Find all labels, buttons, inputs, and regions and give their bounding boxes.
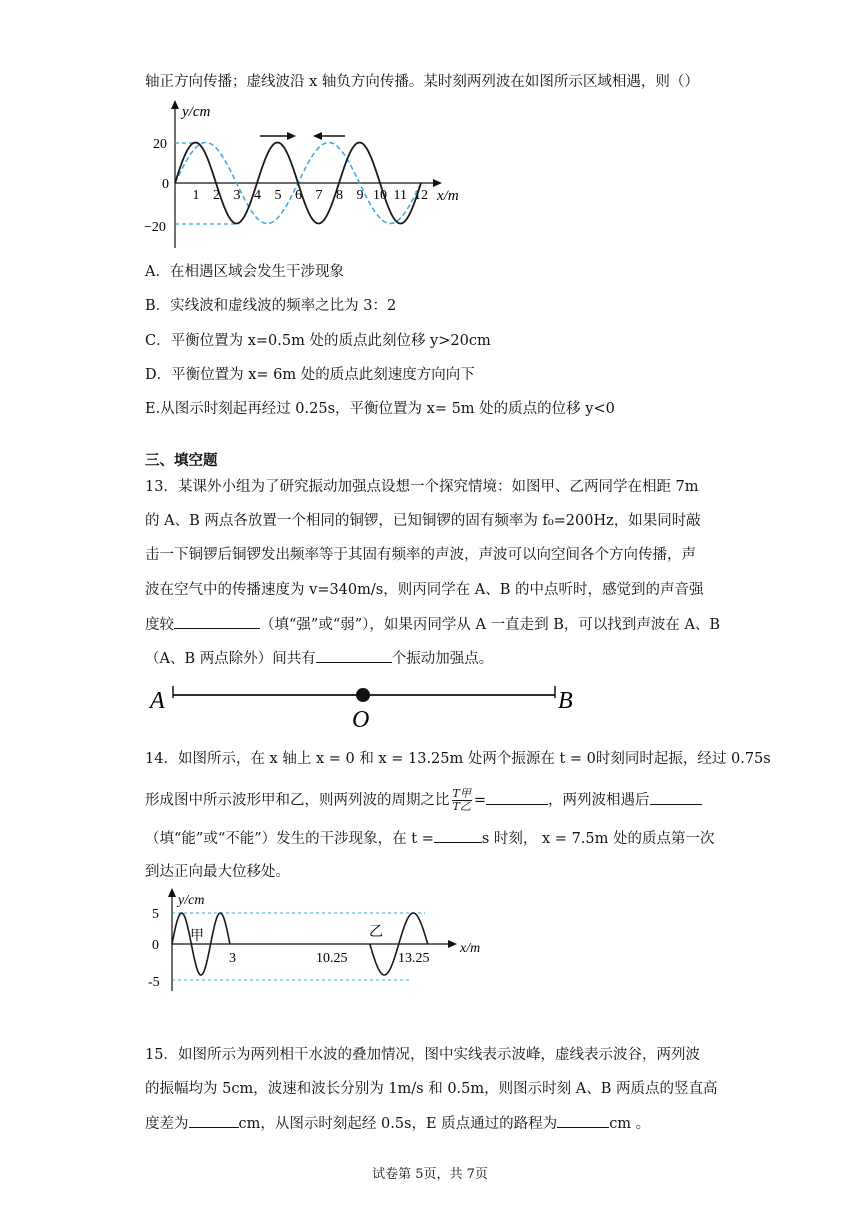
wave-figure-1 [140,98,470,258]
q13-text-5a: 度较 [145,617,174,633]
q13-text-6b: 个振动加强点。 [391,651,494,667]
wave-figure-2 [140,886,500,996]
y-tick-20: 20 [153,137,167,152]
ab-line-figure [148,680,588,730]
fraction-denominator: T乙 [452,800,471,813]
x-tick-13-25: 13.25 [398,951,430,966]
q15-answer-blank-1[interactable] [189,1113,239,1128]
y-tick-neg5: -5 [148,975,160,990]
option-a: A．在相遇区域会发生干涉现象 [145,264,344,280]
q15-line-1: 15．如图所示为两列相干水波的叠加情况，图中实线表示波峰，虚线表示波谷，两列波 [145,1047,700,1063]
q13-line-6 [145,648,493,669]
y-tick-5: 5 [152,907,159,922]
y-axis-label: y/cm [182,104,211,120]
point-a-label: A [150,688,165,714]
y-tick-0-2: 0 [152,938,159,953]
x-tick-10-25: 10.25 [316,951,348,966]
q14-line-1: 14．如图所示，在 x 轴上 x = 0 和 x = 13.25m 处两个振源在 t = 0时刻同时起振，经过 0.75s [145,751,771,767]
x-tick-labels [193,188,429,203]
q14-text-3a: （填“能”或“不能”）发生的干涉现象，在 t = [145,831,434,847]
q15-answer-blank-2[interactable] [557,1113,609,1128]
midpoint-o-dot [356,688,370,702]
intro-line: 轴正方向传播；虚线波沿 x 轴负方向传播。某时刻两列波在如图所示区域相遇，则（） [145,74,699,90]
q15-text-3c: cm 。 [609,1116,651,1132]
q13-text-5b: （填“强”或“弱”），如果丙同学从 A 一直走到 B，可以找到声波在 A、B [260,617,721,633]
q14-answer-blank-1[interactable] [486,790,548,805]
x-axis-arrow [433,179,442,187]
q13-answer-blank-2[interactable] [316,648,392,663]
y-axis-arrow [171,100,179,109]
x-tick-label: 5 [274,188,282,203]
q13-line-1: 13．某课外小组为了研究振动加强点设想一个探究情境：如图甲、乙两同学在相距 7m [145,479,699,495]
q14-line-3 [145,828,714,849]
x-axis-label-2: x/m [460,941,481,956]
q14-line-4: 到达正向最大位移处。 [145,864,290,880]
wave-yi-label: 乙 [369,925,383,940]
x-tick-label: 1 [192,188,200,203]
y-tick-0: 0 [162,177,169,192]
x-tick-label: 10 [373,188,387,203]
x-tick-label: 4 [254,188,261,203]
q13-line-5 [145,614,720,635]
x-axis-arrow-2 [448,940,457,948]
x-tick-label: 6 [295,188,302,203]
q14-answer-blank-2[interactable] [650,790,702,805]
q15-line-3 [145,1113,650,1134]
q14-text-3b: s 时刻， x = 7.5m 处的质点第一次 [481,831,715,847]
x-tick-label: 7 [315,188,323,203]
wave-jia-label: 甲 [190,929,204,944]
q15-line-2: 的振幅均为 5cm，波速和波长分别为 1m/s 和 0.5m，则图示时刻 A、B 两质点的竖直高 [145,1081,718,1097]
q14-answer-blank-3[interactable] [434,828,482,843]
point-o-label: O [352,707,370,730]
y-axis-arrow-2 [168,888,176,897]
x-tick-label: 9 [356,188,364,203]
q14-text-2a: 形成图中所示波形甲和乙，则两列波的周期之比 [145,792,450,809]
x-tick-label: 12 [414,188,428,203]
right-arrow-icon [287,132,296,140]
q14-text-2c: ，两列波相遇后 [548,792,650,809]
section-title: 三、填空题 [145,452,218,469]
q14-equals: = [473,792,486,809]
y-tick-neg20: −20 [144,220,166,235]
q13-answer-blank-1[interactable] [174,614,260,629]
option-d: D．平衡位置为 x= 6m 处的质点此刻速度方向向下 [145,367,475,383]
period-ratio-fraction [452,788,472,813]
point-b-label: B [558,688,573,714]
x-tick-label: 3 [233,188,241,203]
q13-line-2: 的 A、B 两点各放置一个相同的铜锣，已知铜锣的固有频率为 f₀=200Hz，如果同时敲 [145,513,701,529]
x-tick-label: 8 [336,188,343,203]
option-e: E.从图示时刻起再经过 0.25s，平衡位置为 x= 5m 处的质点的位移 y<0 [145,401,615,417]
q15-text-3b: cm，从图示时刻起经 0.5s，E 质点通过的路程为 [238,1116,558,1132]
option-c: C．平衡位置为 x=0.5m 处的质点此刻位移 y>20cm [145,333,491,349]
q13-text-6a: （A、B 两点除外）间共有 [145,651,316,667]
y-axis-label-2: y/cm [178,893,205,908]
left-arrow-icon [313,132,322,140]
q13-line-3: 击一下铜锣后铜锣发出频率等于其固有频率的声波，声波可以向空间各个方向传播，声 [145,547,696,563]
x-tick-3: 3 [229,951,236,966]
option-b: B．实线波和虚线波的频率之比为 3：2 [145,298,397,314]
q13-line-4: 波在空气中的传播速度为 v=340m/s，则丙同学在 A、B 的中点听时，感觉到的声音强 [145,582,704,598]
page-footer: 试卷第 5页，共 7页 [372,1167,488,1182]
q14-line-2 [145,788,702,813]
x-tick-label: 2 [213,188,220,203]
x-tick-label: 11 [393,188,407,203]
q15-text-3a: 度差为 [145,1116,189,1132]
fraction-numerator: T甲 [452,787,471,800]
x-axis-label: x/m [437,188,459,204]
